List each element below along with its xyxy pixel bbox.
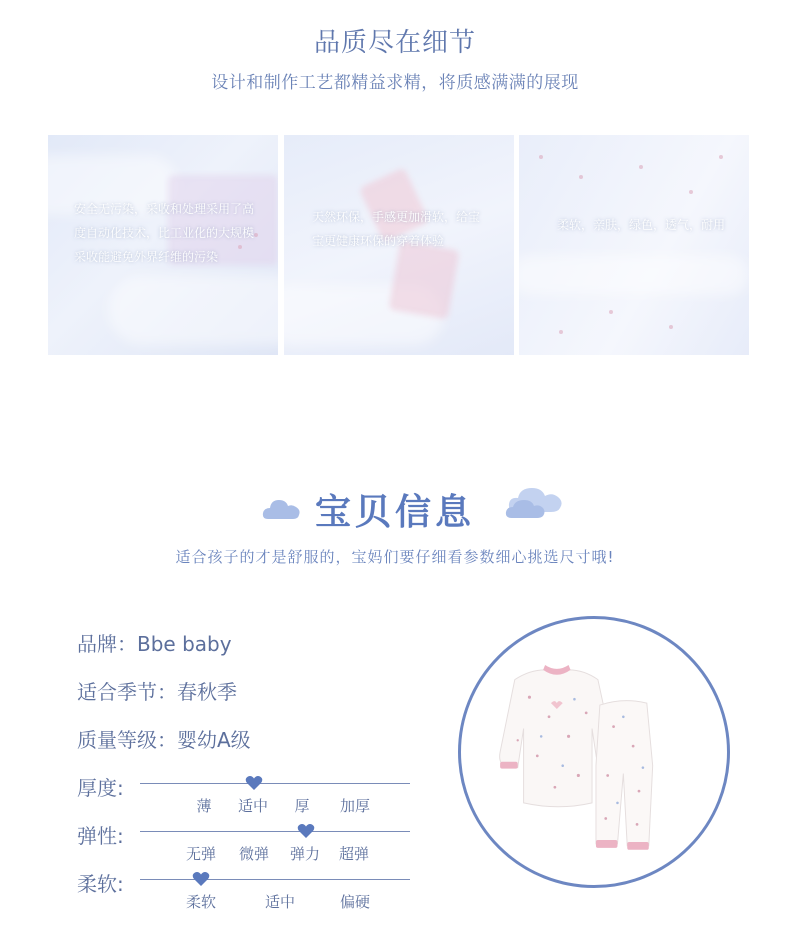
heart-icon — [297, 823, 315, 839]
elasticity-scale-line — [140, 831, 410, 832]
pajama-pants — [596, 701, 653, 850]
elasticity-option: 超弹 — [338, 845, 370, 863]
quality-panel-2 — [284, 135, 514, 355]
thickness-scale-line — [140, 783, 410, 784]
info-row-brand — [77, 628, 232, 657]
baby-pajama-set-image — [461, 619, 727, 885]
info-label: 品牌： — [77, 632, 137, 656]
softness-option: 适中 — [264, 893, 296, 911]
softness-option: 偏硬 — [339, 893, 371, 911]
heart-icon — [192, 871, 210, 887]
thickness-option: 适中 — [237, 797, 269, 815]
quality-panel-2-text: 天然环保，手感更加滑软，给宝宝更健康环保的穿着体验 — [312, 210, 481, 248]
info-label: 适合季节： — [77, 680, 177, 704]
info-label: 质量等级： — [77, 728, 177, 752]
thickness-label: 厚度: — [77, 776, 124, 800]
softness-label: 柔软: — [77, 872, 124, 896]
product-image-circle — [458, 616, 730, 888]
heart-icon — [245, 775, 263, 791]
quality-panel-3-text: 柔软，亲肤，绿色，透气，耐用 — [557, 218, 726, 232]
thickness-option: 加厚 — [339, 797, 371, 815]
softness-scale-line — [140, 879, 410, 880]
info-row-season — [77, 676, 237, 705]
info-value: 春秋季 — [177, 680, 237, 704]
quality-panel-1-text: 安全无污染，采收和处理采用了高度自动化技术，比工业化的大规模采收能避免外界纤维的污染 — [74, 202, 255, 264]
info-title: 宝贝信息 — [314, 492, 475, 533]
elasticity-option: 弹力 — [289, 845, 321, 863]
info-value: 婴幼A级 — [177, 728, 251, 752]
info-row-grade — [77, 724, 251, 753]
elasticity-option: 微弹 — [238, 845, 270, 863]
info-subtitle: 适合孩子的才是舒服的，宝妈们要仔细看参数细心挑选尺寸哦! — [175, 548, 615, 566]
quality-subtitle: 设计和制作工艺都精益求精，将质感满满的展现 — [211, 73, 579, 93]
thickness-option: 厚 — [294, 797, 310, 815]
elasticity-label: 弹性: — [77, 824, 124, 848]
quality-title: 品质尽在细节 — [313, 28, 476, 58]
thickness-option: 薄 — [196, 797, 212, 815]
quality-panel-3 — [519, 135, 749, 355]
info-value: Bbe baby — [137, 632, 232, 656]
elasticity-option: 无弹 — [185, 845, 217, 863]
softness-option: 柔软 — [185, 893, 217, 911]
quality-panel-1 — [48, 135, 278, 355]
